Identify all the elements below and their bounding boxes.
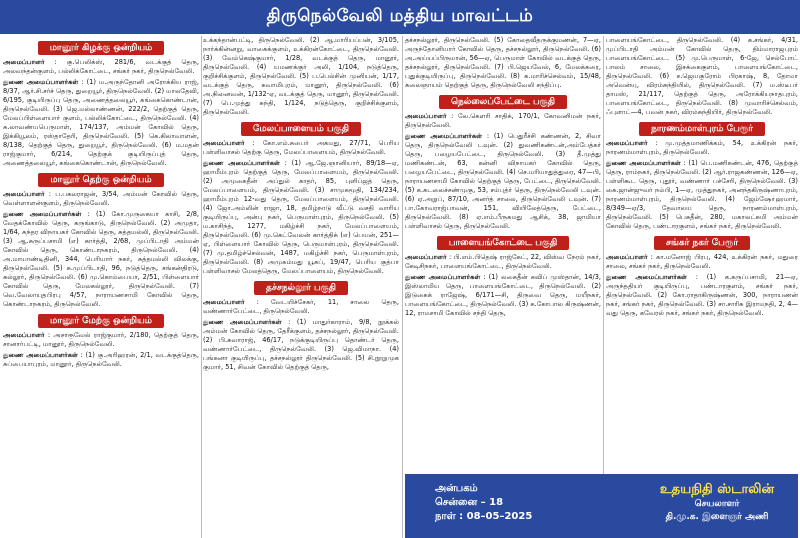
entry-text: : மு.முத்தமாணிக்கம், 54, உக்கிரன் நகர், நாரணம்மாள்புரம், திருநெல்வேலி.	[606, 139, 798, 156]
member-entry	[606, 273, 798, 318]
entry-text: : கு.பெலிக்ஸ், 281/6, வடக்குத் தெரு, அலவந்தன்குளம், பல்லிக்கோட்டை, சங்கர் நகர், திருநெல்வேலி.	[3, 58, 199, 75]
entry-role: அமைப்பாளர்	[203, 298, 245, 306]
section-heading-label: மானூர் தெற்கு ஒன்றியம்	[38, 173, 163, 187]
column-1	[3, 36, 199, 538]
signoff-box	[405, 474, 798, 538]
member-entry	[405, 36, 601, 90]
section-heading-label: மேலப்பாளையம் பகுதி	[241, 122, 361, 136]
section-heading-label: சங்கர் நகர் பேரூர்	[654, 236, 750, 250]
entry-text: : கா.மனோஜ் பிரபு, 424, உக்கிரன் நகர், மதுரை சாலை, சங்கர் நகர், திருநெல்வேலி.	[606, 253, 798, 270]
member-entry	[606, 253, 798, 271]
header-banner	[0, 0, 800, 34]
entry-role: அமைப்பாளர்	[606, 139, 648, 147]
section-heading-label: பாளையங்கோட்டை பகுதி	[437, 236, 569, 250]
entry-text: : ப.பகலராஜன், 3/54, அம்மன் கோவில் தெரு, வெள்ளாளன்குளம், திருநெல்வேலி.	[3, 190, 199, 207]
column-4	[606, 36, 798, 538]
section-heading-label: தச்சநல்லூர் பகுதி	[254, 281, 348, 295]
entry-role: துணை அமைப்பாளர்கள்	[606, 273, 688, 281]
signoff-date: நாள் : 08–05–2025	[435, 511, 533, 522]
entry-text: : லே.கௌரி சாதிக், 170/1, கோவனிமன் நகர், திருநெல்வேலி.	[405, 112, 601, 129]
section-heading-label: மானூர் மேற்கு ஒன்றியம்	[38, 314, 164, 328]
member-entry	[3, 78, 199, 168]
entry-text: : (1) லகைதீன் கவிப் முஸ்தான், 14/3, இஸ்லாமிய தெரு, பாளையங்கோட்டை, திருநெல்வேலி. (2) இடுகைக் ராஜேஷ், 6/171—சி, திருவை தெரு, மயீநகர், பாளையங்கோட்டை, திருநெல்வேலி. (3) க.கோபால கிருஷ்ணன், 12, ராமசாமி கோவில் சந்தி தெரு,	[405, 273, 601, 317]
entry-role: துணை அமைப்பாளர்கள்	[405, 273, 481, 281]
member-entry	[405, 253, 601, 271]
member-entry	[606, 159, 798, 231]
entry-role: அமைப்பாளர்	[405, 112, 447, 120]
page-title: திருநெல்வேலி மத்திய மாவட்டம்	[266, 6, 534, 26]
signoff-place-date	[435, 482, 532, 524]
entry-text: : அசாரூவேல் ராஜ்குமார், 2/180, தெற்குத் தெரு, சானார்பட்டி, மானூர், திருநெல்வேலி.	[3, 331, 199, 348]
member-entry	[606, 139, 798, 157]
member-entry	[203, 318, 399, 372]
section-heading	[405, 236, 601, 250]
section-heading	[3, 41, 199, 55]
signatory-designation: செயலாளர்	[694, 499, 740, 509]
member-entry	[3, 190, 199, 208]
entry-text: : (1) ம.அருந்தோனி அரோக்கிய ராஜ், 8/37, ஆர்.சி.சர்ச் தெரு, துறையூர், திருநெல்வேலி. (2) மாலதேவி, 6/195, குடியிருப்பு தெரு, அணைத்தலையூர், கங்கைகொண்டான், திருநெல்வேலி. (3) ஜெ.மல்லாண்ணன், 222/2, தெற்குத் தெரு, மேலப்பிள்ளையார் குளம், பல்லிக்கோட்டை, திருநெல்வேலி. (4) சு.லாவண்யபெருமாள், 174/137, அம்மன் கோவில் தெரு, இக்கியூலம், ரஸ்தாதேரி, திருநெல்வேலி. (5) கெ.கிலாவாளன், 8/138, தெற்குத் தெரு, துறையூர், திருநெல்வேலி. (6) ம.மதன் ராஜ்குமார், 6/214, தெற்குக் குடியிருப்புத் தெரு, அணைத்தலையூர், கங்கைகொண்டான், திருநெல்வேலி.	[3, 78, 199, 167]
section-heading-label: நெல்லைப்பேட்டை பகுதி	[439, 95, 567, 109]
entry-text: : வேடயிச்சேகர், 11, சாலை தெரு, வண்ணார்பேட்டை, திருநெல்வேலி.	[203, 298, 399, 315]
entry-role: துணை அமைப்பாளர்கள்	[405, 132, 483, 140]
column-3	[405, 36, 601, 538]
column-2	[203, 36, 399, 538]
entry-text: : (1) ஆ.ஜே.ஞானியார், 89/18—ஏ, ஹாமீம்புரம் தெற்குத் தெரு, மேலப்பாளையம், திருநெல்வேலி. (2) அமுகைதீன் அப்துல் காதர், 85, புளிப்ஜத் தெரு, மேலப்பாளையம், திருநெல்வேலி. (3) சாமுகமூதி, 134/234, ஹாமீம்புரம் 12-வது தெரு, மேலப்பாளையம், திருநெல்வேலி. (4) ஜோ.அம்லின் ராஜா, 18, தமிழ்நாடு வீட்டு வசதி வாரிய குடியிருப்பு, அன்பு நகர், பெருமாள்புரம், திருநெல்வேலி. (5) ம.காசிந்த், 1277, மகிழ்ச்சி நகர், மேலப்பாளையம், திருநெல்வேலி. (6) மு.கெட்வேலன் கார்த்திக் (எ) பெயன், 251—ஏ, பிள்ளையார் கோவில் தெரு, பெருமாள்புரம், திருநெல்வேலி. (7) மு.தமிழ்ச்செல்வன், 1487, மகிழ்ச்சி நகர், பெருமாள்புரம், திருநெல்வேலி. (8) அமுகம்மது யூசுப், 19/47, பெரிய குத்பா பள்ளிவாசல் மேலத்தெரு, மேலப்பாளையம், திருநெல்வேலி.	[203, 159, 399, 275]
entry-role: அமைப்பாளர்	[3, 331, 45, 339]
signatory-name: உதயநிதி ஸ்டாலின்	[659, 482, 775, 497]
section-heading	[203, 281, 399, 295]
entry-role: அமைப்பாளர்	[3, 190, 45, 198]
section-heading	[3, 173, 199, 187]
section-heading	[606, 122, 798, 136]
section-heading	[203, 122, 399, 136]
member-entry	[3, 58, 199, 76]
member-entry	[203, 36, 399, 117]
member-entry	[405, 132, 601, 231]
entry-text: : (1) கு.அரிஹரன், 2/1, வடக்குத்தெரு, சுப்பையாபுரம், மானூர், திருநெல்வேலி.	[3, 351, 199, 368]
signatory-organisation: தி.மு.க. இளைஞர் அணி	[665, 512, 769, 522]
entry-text: : (1) மாதுர்காராம், 9/8, நூக்கல் அம்மன் கோவில் தெரு, தேரீக்குளம், தச்சநல்லூர், திருநெல்வேலி. (2) பி.கவாராஜ், 46/17, நடுக்குடியிருப்பு தொண்டர் தெரு, வண்ணார்பேட்டை, திருநெல்வேலி. (3) ஜெ.விமாநா. (4) பங்கனா குடியிருப்பு, தச்சநல்லூர் திருநெல்வேலி. (5) சி.நூறுமுக குமார், 51, சிவன் கோவில் தெற்குத் தெரு,	[203, 318, 399, 371]
member-entry	[203, 139, 399, 157]
entry-role: அமைப்பாளர்	[3, 58, 45, 66]
member-entry	[606, 36, 798, 117]
entry-role: துணை அமைப்பாளர்கள்	[3, 351, 78, 359]
member-entry	[203, 159, 399, 276]
member-entry	[3, 351, 199, 369]
entry-role: அமைப்பாளர்	[203, 139, 245, 147]
signoff-signatory	[637, 482, 797, 524]
member-entry	[405, 273, 601, 318]
section-heading	[3, 314, 199, 328]
entry-text: : (1) பெதுரீச்சி கண்ணன், 2, சிவா தெரு, திருநெல்வேலி டவுன். (2) துவணிகண்டன்,அம்பேத்கர் தெரு, பழையபேட்டை, திருநெல்வேலி. (3) தீ.முத்து மணிகண்டன், 63, கன்னி விநாயகர் கோவில் தெரு, பழையபேட்டை, திருநெல்வேலி. (4) செ.மரியாதுத்துரை, 47—பி, நாராயணசாமி கோவில் தெற்குத் தெரு, பேட்டை, திருநெல்வேலி. (5) க.கடலைச்சண்முகு, 53, சம்புத்ர் தெரு, திருநெல்வேலி டவுன். (6) ஏ.அறுப், 87/10, அனர்த் சாலை, திருநெல்வேலி டவுன். (7) பா.கோவராஜ்பாவன், 151, வியிலேத்தெரு, பேட்டை, திருநெல்வேலி. (8) ஏ.எம்.பீருகமது ஆசிக், 38, ஜாமியா பள்ளிவாசல் தெரு, திருநெல்வேலி.	[405, 132, 601, 230]
section-heading	[606, 236, 798, 250]
entry-role: துணை அமைப்பாளர்கள்	[3, 78, 79, 86]
member-entry	[405, 112, 601, 130]
entry-role: துணை அமைப்பாளர்கள்	[203, 159, 280, 167]
entry-role: துணை அமைப்பாளர்கள்	[3, 210, 82, 218]
entry-text: பாளையங்கோட்டை, திருநெல்வேலி. (4) க.சங்கர், 4/31, முப்பிடாதி அம்மன் கோவில் தெரு, திம்மாராஜபுரம் பாளையங்கோட்டை. (5) மு.பெருமாள், 6-ஜே, செல்போட் பாலம் சாலை, இசக்கைகுளம், பாளையங்கோட்டை, திருநெல்வேலி. (6) ச.ஜெயகுரோம் பிரகாஷ், 8, தோமா அவென்யு, விரம்சுந்தியில், திருநெல்வேலி. (7) ம.ஸ்டீபர் தாமஸ், 21/117, தெற்குத் தெரு, அரோக்கியநாதபுரம், பாளையங்கோட்டை, திருநெல்வேலி. (8) முவாரிச்செல்வம், ஃபுளாட்—4, பவன் நகர், விரம்சுந்தியிர், திருநெல்வேலி.	[606, 36, 798, 116]
signoff-city: சென்னை – 18	[435, 497, 504, 508]
section-heading-label: நாரணம்மாள்புரம் பேரூர்	[639, 122, 765, 136]
member-entry	[3, 210, 199, 309]
entry-role: துணை அமைப்பாளர்கள்	[606, 159, 681, 167]
entry-text: : (1) கோ.முருகையா காசி, 2/8, வேதக்கோவில் தெரு, கருங்காடு, திருநெல்வேலி. (2) அமுதா, 1/64, சுந்தர விநாயகர் கோவில் தெரு, சுத்தமல்லி, திருநெல்வேலி. (3) ஆ.சுருப்பசாமி (எ) கார்த்தி, 2/68, முப்பிடாதி அம்மன் கோவில் தெரு, கொண்டாநகரம், திருநெல்வேலி. (4) அ.மாயாண்டிதினி, 344, பெரியார் நகர், சுத்தமல்லி விலக்கு, திருநெல்வேலி. (5) சு.முப்பிடாதி, 96, நடுத்தெரு, சங்கன்திரடு, கல்லூர், திருநெல்வேலி. (6) மு.கொம்பையா, 2/51, பிள்ளையார் கோவில் தெரு, மேலகல்லூர், திருநெல்வேலி. (7) வெ.வேலாயுதபிரபு 4/57, நாராயணசாமி கோவில் தெரு, கொண்டாநகரம், திருநெல்வேலி.	[3, 210, 199, 308]
member-entry	[203, 298, 399, 316]
signoff-office: அன்பகம்	[435, 483, 478, 494]
entry-text: : கோ.எம்.சுபைர் அகமது, 27/71, பெரிய பள்ளிவாசல் தெற்கு தெரு, மேலப்பாளையம், திருநெல்வேலி.	[203, 139, 399, 156]
entry-role: அமைப்பாளர்	[405, 253, 447, 261]
entry-role: துணை அமைப்பாளர்கள்	[203, 318, 282, 326]
entry-text: : (1) க.கருப்பசாமி, 21—ஏ, அருந்ததியர் குடியிருப்பு, பண்டாரகுளம், சங்கர் நகர், திருநெல்வேலி. (2) கோ.ராதாகிருஷ்ணன், 300, நாராயணன் நகர், சங்கர் நகர், திருநெல்வேலி. (3) சா.சாரிசு இராமநதி, 2, 4—வது தெரு, கவேரல் நகர், சங்கர் நகர், திருநெல்வேலி.	[606, 273, 798, 317]
member-entry	[3, 331, 199, 349]
columns	[0, 36, 800, 538]
entry-text: தச்சநல்லூர், திருநெல்வேலி. (5) கோதைவீதருக்குமணன், 7—ஏ, அருந்தோனியார் கோவில் தெரு, தச்சநல்லூர், திருநெல்வேலி. (6) அ.அய்யப்பிருமான், 56—ஏ, பெருமாள் கோவில் வடக்குத் தெரு, தச்சநல்லூர், திருநெல்வேலி. (7) பி.ஜெயவேல், 6, மேலக்கரை, புதுக்குடியிருப்பு, திருநெல்வேலி. (8) க.மாரிச்செல்வம், 15/48, கலைஞாயம் தெற்குத் தெரு, திருநெல்வேலி சந்திப்பு.	[405, 36, 601, 89]
section-heading	[405, 95, 601, 109]
entry-role: அமைப்பாளர்	[606, 253, 648, 261]
section-heading-label: மானூர் கிழக்கு ஒன்றியம்	[38, 41, 165, 55]
entry-text: : (1) பெ.மணிகண்டன், 476, தெற்குத் தெரு, ராம்நகர், திருநெல்வேலி. (2) ஆர்.ராஜகண்ணன், 126—ஏ, பள்ளிகூட தெரு, புதூர், வண்ணார் பச்சேரி, திருநெல்வேலி. (3) கை.ஜான்ஜுவர் நம்பி, 1—ஏ, முத்துநகர், அனந்தகிருஷ்ணாபுரம், நாரணம்மாள்புரம், திருநெல்வேலி. (4) ஜேம்ஷோ்ஹமார், 8/349—ஏ/3, தேவாலய தெரு, நாரணம்மாள்புரம், திருநெல்வேலி. (5) பெசுதீன், 280, மகாலட்சுமி அம்மன் கோவில் தெரு, பண்டாரகுளம், சங்கர் நகர், திருநெல்வேலி.	[606, 159, 798, 230]
entry-text: : பி.எம்.பிதெஷ் ராஜ்கேட், 22, விஸ்வ நேரம் நகர், கேடிசிநகர், பாளையங்கோட்டை, திருநெல்வேலி.	[405, 253, 601, 270]
entry-text: உக்கந்தான்பட்டி, திருநெல்வேலி. (2) ஆ.மாரியப்பன், 3/105, நார்க்கின்னறு, வாகைக்குளம், உக்கிரன்கோட்டை, திருநெல்வேலி. (3) வேம்கெஷ்குமார், 1/28, வடக்குத் தெரு, மானூர், திருநெல்வேலி. (4) யமணக்குர் அலி, 1/104, நடுத்தெரு, குறிச்சிக்குளம், திருநெல்வேலி. (5) ப.பெல்சின் முனியன், 1/17, வடக்குத் தெரு, சுவாமிபுரம், மானூர், திருநெல்வேலி. (6) அ.நினைவன், 1/132-ஏ, வடக்குத் தெரு, மானூர், திருநெல்வேலி. (7) பெ.முத்து சுந்தி, 1/124, நடுத்தெரு, குறிச்சிக்குளம், திருநெல்வேலி.	[203, 36, 399, 116]
